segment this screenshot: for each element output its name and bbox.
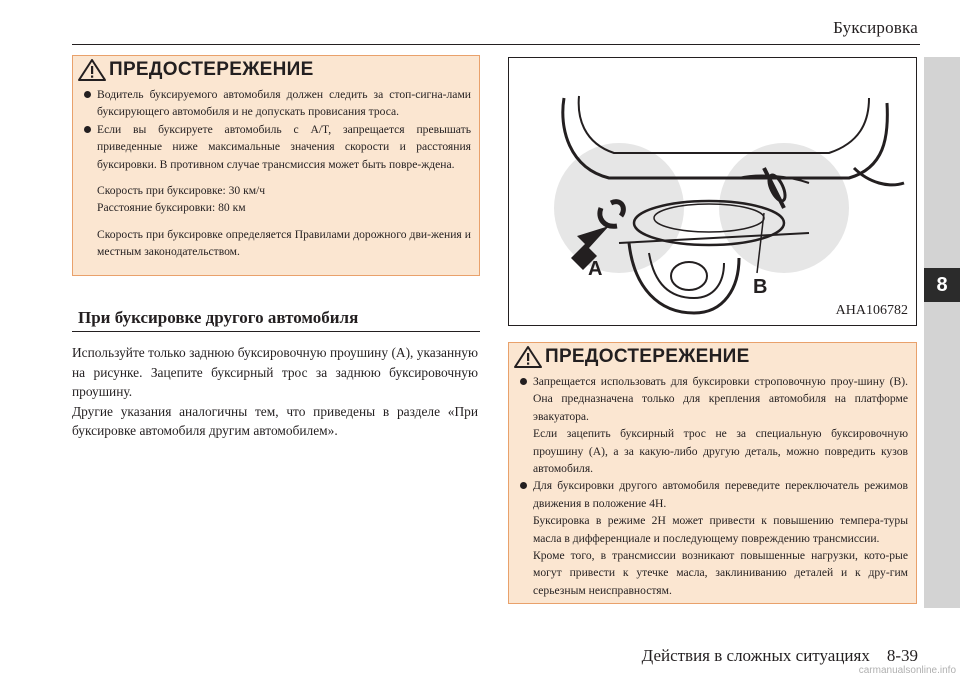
warning-header (509, 343, 916, 371)
warning-bullet: Для буксировки другого автомобиля переведите переключатель режимов движения в положение 4H. (513, 477, 908, 512)
figure-label-b: B (753, 276, 768, 298)
vehicle-underside-illustration (509, 58, 916, 325)
header-divider (72, 44, 920, 45)
warning-bullet: Если вы буксируете автомобиль с A/T, запрещается превышать приведенные ниже максимальные значения скорости и расстояния буксировки. В противном случае трансмиссия может быть повре-ждена. (77, 121, 471, 173)
warning-triangle-icon (513, 345, 543, 369)
warning-bullet: Запрещается использовать для буксировки строповочную проу-шину (B). Она предназначена только для крепления автомобиля на платформе эвакуатора. (513, 373, 908, 425)
section-title: При буксировке другого автомобиля (78, 308, 359, 327)
towing-speed-text: Скорость при буксировке: 30 км/ч (97, 184, 266, 198)
figure-label-a: A (588, 258, 603, 280)
warning-continuation: Буксировка в режиме 2H может привести к повышению темпера-туры масла в дифференциале и последующему повреждению трансмиссии. (533, 514, 908, 545)
towing-hook-figure (508, 57, 917, 326)
warning-continuation: Если зацепить буксирный трос не за специальную буксировочную проушину (A), а за какую-либо другую деталь, можно повредить кузов автомобиля. (533, 427, 908, 476)
warning-label: ПРЕДОСТЕРЕЖЕНИЕ (109, 59, 314, 80)
page-footer: Действия в сложных ситуациях 8-39 (641, 646, 918, 665)
warning-label: ПРЕДОСТЕРЕЖЕНИЕ (545, 346, 750, 367)
paragraph: Другие указания аналогичны тем, что приведены в разделе «При буксировке автомобиля другим автомобилем». (72, 403, 478, 439)
warning-header (73, 56, 479, 84)
warning-body (73, 84, 479, 261)
chapter-side-tab (924, 57, 960, 608)
page-header-title: Буксировка (833, 18, 918, 37)
warning-triangle-icon (77, 58, 107, 82)
warning-body (509, 371, 916, 599)
paragraph: Используйте только заднюю буксировочную проушину (A), указанную на рисунке. Зацепите буксирный трос за заднюю буксировочную проушину. (72, 345, 478, 400)
warning-box-top (72, 55, 480, 276)
section-divider (72, 331, 480, 332)
chapter-number-badge: 8 (924, 268, 960, 302)
warning-note: Скорость при буксировке определяется Правилами дорожного дви-жения и местным законодательством. (97, 227, 471, 259)
warning-continuation: Кроме того, в трансмиссии возникают повышенные нагрузки, кото-рые могут привести к утечке масла, заклиниванию деталей и к дру-гим серьезным неисправностям. (533, 549, 908, 597)
watermark: carmanualsonline.info (858, 665, 956, 676)
figure-code: AHA106782 (835, 303, 908, 318)
warning-bullet: Водитель буксируемого автомобиля должен следить за стоп-сигна-лами буксирующего автомобиля и не допускать провисания троса. (77, 86, 471, 121)
warning-box-bottom (508, 342, 917, 604)
towing-distance-text: Расстояние буксировки: 80 км (97, 201, 246, 215)
section-body (72, 343, 478, 441)
